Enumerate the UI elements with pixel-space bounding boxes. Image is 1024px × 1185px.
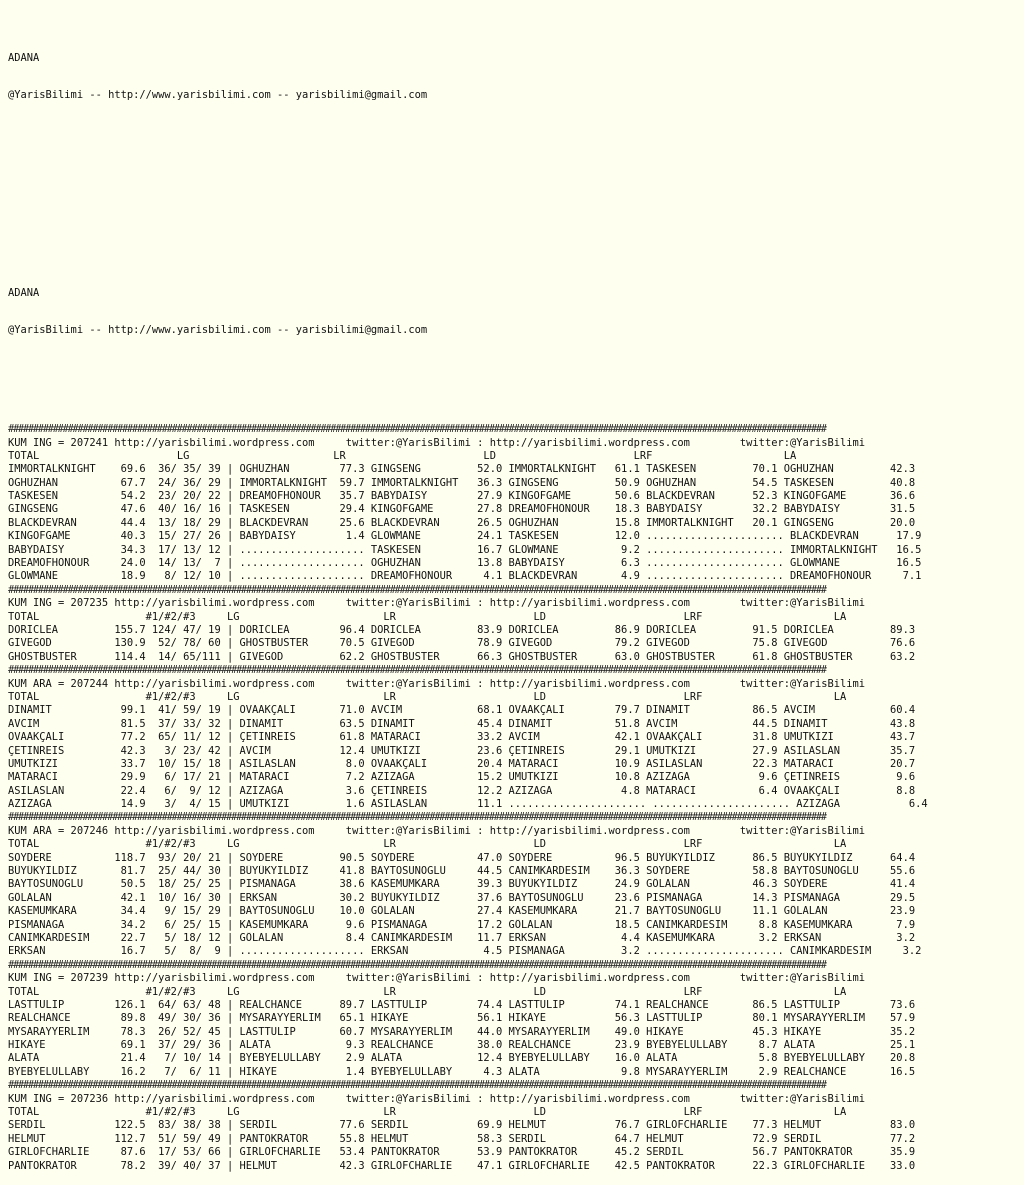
header-block-2 [8,263,1024,362]
table-row: LASTTULIP 126.1 64/ 63/ 48 | REALCHANCE 89.7 LASTTULIP 74.4 LASTTULIP 74.1 REALCHANCE 86.5 LASTTULIP 73.6 [8,998,916,1011]
column-header: TOTAL #1/#2/#3 LG LR LD LRF LA [8,985,847,998]
race-block [8,597,1024,664]
table-row: GLOWMANE 18.9 8/ 12/ 10 | .................... DREAMOFHONOUR 4.1 BLACKDEVRAN 4.9 ...................... DREAMOFHONOUR 7.1 [8,570,922,583]
table-row: BLACKDEVRAN 44.4 13/ 18/ 29 | BLACKDEVRAN 25.6 BLACKDEVRAN 26.5 OGHUZHAN 15.8 IMMORTALKNIGHT 20.1 GINGSENG 20.0 [8,516,916,529]
separator-line: ##################################################################################################################################################################### [8,1079,826,1092]
separator-line: ##################################################################################################################################################################### [8,423,826,436]
contact-line: @YarisBilimi -- http://www.yarisbilimi.com -- yarisbilimi@gmail.com [8,89,428,102]
table-row: TASKESEN 54.2 23/ 20/ 22 | DREAMOFHONOUR 35.7 BABYDAISY 27.9 KINGOFGAME 50.6 BLACKDEVRAN 52.3 KINGOFGAME 36.6 [8,490,916,503]
separator-line: ##################################################################################################################################################################### [8,583,826,596]
table-row: SOYDERE 118.7 93/ 20/ 21 | SOYDERE 90.5 SOYDERE 47.0 SOYDERE 96.5 BÜYÜKYILDIZ 86.5 BÜYÜKYILDIZ 64.4 [8,851,916,864]
column-header: TOTAL LG LR LD LRF LA [8,449,797,462]
race-tables [8,423,1024,1173]
table-row: CANIMKARDESIM 22.7 5/ 18/ 12 | GÖLALAN 8.4 CANIMKARDESIM 11.7 ERKSAN 4.4 KASEMUMKARA 3.2 ERKSAN 3.2 [8,931,916,944]
city-title: ADANA [8,286,40,299]
table-row: KASEMUMKARA 34.4 9/ 15/ 29 | BAYTOSUNOGLU 10.0 GÖLALAN 27.4 KASEMUMKARA 21.7 BAYTOSUNOGLU 11.1 GÖLALAN 23.9 [8,905,916,918]
column-header: TOTAL #1/#2/#3 LG LR LD LRF LA [8,838,847,851]
table-row: BABYDAISY 34.3 17/ 13/ 12 | .................... TASKESEN 16.7 GLOWMANE 9.2 ...................... IMMORTALKNIGHT 16.5 [8,543,922,556]
city-title: ADANA [8,52,40,64]
table-row: MYSARAYYERLIM 78.3 26/ 52/ 45 | LASTTULIP 60.7 MYSARAYYERLIM 44.0 MYSARAYYERLIM 49.0 HIKAYE 45.3 HIKAYE 35.2 [8,1025,916,1038]
table-row: GIRLOFCHARLIE 87.6 17/ 53/ 66 | GIRLOFCHARLIE 53.4 PANTOKRATOR 53.9 PANTOKRATOR 45.2 SERDIL 56.7 PANTOKRATOR 35.9 [8,1146,916,1159]
race-block [8,437,1024,584]
table-row: GHOSTBUSTER 114.4 14/ 65/111 | GIVEGOD 62.2 GHOSTBUSTER 66.3 GHOSTBUSTER 63.0 GHOSTBUSTER 61.8 GHOSTBUSTER 63.2 [8,650,916,663]
race-title: KUM ING = 207235 http://yarisbilimi.wordpress.com twitter:@YarisBilimi : http://yarisbilimi.wordpress.com twitter:@YarisBilimi [8,597,866,610]
column-header: TOTAL #1/#2/#3 LG LR LD LRF LA [8,610,847,623]
table-row: SERDIL 122.5 83/ 38/ 38 | SERDIL 77.6 SERDIL 69.9 HELMUT 76.7 GIRLOFCHARLIE 77.3 HELMUT 83.0 [8,1119,916,1132]
table-row: PANTOKRATOR 78.2 39/ 40/ 37 | HELMUT 42.3 GIRLOFCHARLIE 47.1 GIRLOFCHARLIE 42.5 PANTOKRATOR 22.3 GIRLOFCHARLIE 33.0 [8,1159,916,1172]
race-block [8,1093,1024,1173]
table-row: AVCIM 81.5 37/ 33/ 32 | DINAMIT 63.5 DINAMIT 45.4 DINAMIT 51.8 AVCIM 44.5 DINAMIT 43.8 [8,717,916,730]
table-row: ASILASLAN 22.4 6/ 9/ 12 | AZIZAGA 3.6 ÇETINREIS 12.2 AZIZAGA 4.8 MATARACI 6.4 OVAAKÇALI 8.8 [8,784,916,797]
race-report [8,4,1024,1185]
table-row: DORICLEA 155.7 124/ 47/ 19 | DORICLEA 96.4 DORICLEA 83.9 DORICLEA 86.9 DORICLEA 91.5 DORICLEA 89.3 [8,623,916,636]
race-block [8,825,1024,959]
table-row: AZIZAGA 14.9 3/ 4/ 15 | UMUTKIZI 1.6 ASILASLAN 11.1 ...................... ...................... AZIZAGA 6.4 [8,798,928,811]
race-block [8,972,1024,1079]
race-title: KUM ARA = 207246 http://yarisbilimi.wordpress.com twitter:@YarisBilimi : http://yarisbilimi.wordpress.com twitter:@YarisBilimi [8,824,866,837]
table-row: OGHUZHAN 67.7 24/ 36/ 29 | IMMORTALKNIGHT 59.7 IMMORTALKNIGHT 36.3 GINGSENG 50.9 OGHUZHAN 54.5 TASKESEN 40.8 [8,476,916,489]
table-row: UMUTKIZI 33.7 10/ 15/ 18 | ASILASLAN 8.0 OVAAKÇALI 20.4 MATARACI 10.9 ASILASLAN 22.3 MATARACI 20.7 [8,757,916,770]
header-block-1 [8,28,1024,127]
table-row: DINAMIT 99.1 41/ 59/ 19 | OVAAKÇALI 71.0 AVCIM 68.1 OVAAKÇALI 79.7 DINAMIT 86.5 AVCIM 60.4 [8,704,916,717]
separator-line: ##################################################################################################################################################################### [8,811,826,824]
table-row: IMMORTALKNIGHT 69.6 36/ 35/ 39 | OGHUZHAN 77.3 GINGSENG 52.0 IMMORTALKNIGHT 61.1 TASKESEN 70.1 OGHUZHAN 42.3 [8,463,916,476]
separator-line: ##################################################################################################################################################################### [8,664,826,677]
race-title: KUM ING = 207236 http://yarisbilimi.wordpress.com twitter:@YarisBilimi : http://yarisbilimi.wordpress.com twitter:@YarisBilimi [8,1092,866,1105]
table-row: ALATA 21.4 7/ 10/ 14 | BYEBYELULLABY 2.9 ALATA 12.4 BYEBYELULLABY 16.0 ALATA 5.8 BYEBYELULLABY 20.8 [8,1052,916,1065]
race-title: KUM ING = 207239 http://yarisbilimi.wordpress.com twitter:@YarisBilimi : http://yarisbilimi.wordpress.com twitter:@YarisBilimi [8,972,866,985]
table-row: GINGSENG 47.6 40/ 16/ 16 | TASKESEN 29.4 KINGOFGAME 27.8 DREAMOFHONOUR 18.3 BABYDAISY 32.2 BABYDAISY 31.5 [8,503,916,516]
table-row: BAYTOSUNOGLU 50.5 18/ 25/ 25 | PISMANAGA 38.6 KASEMUMKARA 39.3 BÜYÜKYILDIZ 24.9 GÖLALAN 46.3 SOYDERE 41.4 [8,878,916,891]
column-header: TOTAL #1/#2/#3 LG LR LD LRF LA [8,1106,847,1119]
contact-line: @YarisBilimi -- http://www.yarisbilimi.com -- yarisbilimi@gmail.com [8,324,428,337]
race-title: KUM ARA = 207244 http://yarisbilimi.wordpress.com twitter:@YarisBilimi : http://yarisbilimi.wordpress.com twitter:@YarisBilimi [8,677,866,690]
table-row: GIVEGOD 130.9 52/ 78/ 60 | GHOSTBUSTER 70.5 GIVEGOD 78.9 GIVEGOD 79.2 GIVEGOD 75.8 GIVEGOD 76.6 [8,637,916,650]
table-row: HIKAYE 69.1 37/ 29/ 36 | ALATA 9.3 REALCHANCE 38.0 REALCHANCE 23.9 BYEBYELULLABY 8.7 ALATA 25.1 [8,1039,916,1052]
table-row: HELMUT 112.7 51/ 59/ 49 | PANTOKRATOR 55.8 HELMUT 58.3 SERDIL 64.7 HELMUT 72.9 SERDIL 77.2 [8,1132,916,1145]
table-row: ERKSAN 16.7 5/ 8/ 9 | .................... ERKSAN 4.5 PISMANAGA 3.2 ...................... CANIMKARDESIM 3.2 [8,945,922,958]
table-row: REALCHANCE 89.8 49/ 30/ 36 | MYSARAYYERLIM 65.1 HIKAYE 56.1 HIKAYE 56.3 LASTTULIP 80.1 MYSARAYYERLIM 57.9 [8,1012,916,1025]
table-row: ÇETINREIS 42.3 3/ 23/ 42 | AVCIM 12.4 UMUTKIZI 23.6 ÇETINREIS 29.1 UMUTKIZI 27.9 ASILASLAN 35.7 [8,744,916,757]
table-row: DREAMOFHONOUR 24.0 14/ 13/ 7 | .................... OGHUZHAN 13.8 BABYDAISY 6.3 ...................... GLOWMANE 16.5 [8,557,922,570]
separator-line: ##################################################################################################################################################################### [8,958,826,971]
column-header: TOTAL #1/#2/#3 LG LR LD LRF LA [8,690,847,703]
table-row: KINGOFGAME 40.3 15/ 27/ 26 | BABYDAISY 1.4 GLOWMANE 24.1 TASKESEN 12.0 ...................... BLACKDEVRAN 17.9 [8,530,922,543]
table-row: PISMANAGA 34.2 6/ 25/ 15 | KASEMUMKARA 9.6 PISMANAGA 17.2 GÖLALAN 18.5 CANIMKARDESIM 8.8 KASEMUMKARA 7.9 [8,918,916,931]
table-row: OVAAKÇALI 77.2 65/ 11/ 12 | ÇETINREIS 61.8 MATARACI 33.2 AVCIM 42.1 OVAAKÇALI 31.8 UMUTKIZI 43.7 [8,731,916,744]
race-title: KUM ING = 207241 http://yarisbilimi.wordpress.com twitter:@YarisBilimi : http://yarisbilimi.wordpress.com twitter:@YarisBilimi [8,436,866,449]
table-row: GÖLALAN 42.1 10/ 16/ 30 | ERKSAN 30.2 BÜYÜKYILDIZ 37.6 BAYTOSUNOGLU 23.6 PISMANAGA 14.3 PISMANAGA 29.5 [8,891,916,904]
race-block [8,678,1024,812]
table-row: BÜYÜKYILDIZ 81.7 25/ 44/ 30 | BÜYÜKYILDIZ 41.8 BAYTOSUNOGLU 44.5 CANIMKARDESIM 36.3 SOYDERE 58.8 BAYTOSUNOGLU 55.6 [8,865,916,878]
table-row: MATARACI 29.9 6/ 17/ 21 | MATARACI 7.2 AZIZAGA 15.2 UMUTKIZI 10.8 AZIZAGA 9.6 ÇETINREIS 9.6 [8,771,916,784]
table-row: BYEBYELULLABY 16.2 7/ 6/ 11 | HIKAYE 1.4 BYEBYELULLABY 4.3 ALATA 9.8 MYSARAYYERLIM 2.9 REALCHANCE 16.5 [8,1065,916,1078]
